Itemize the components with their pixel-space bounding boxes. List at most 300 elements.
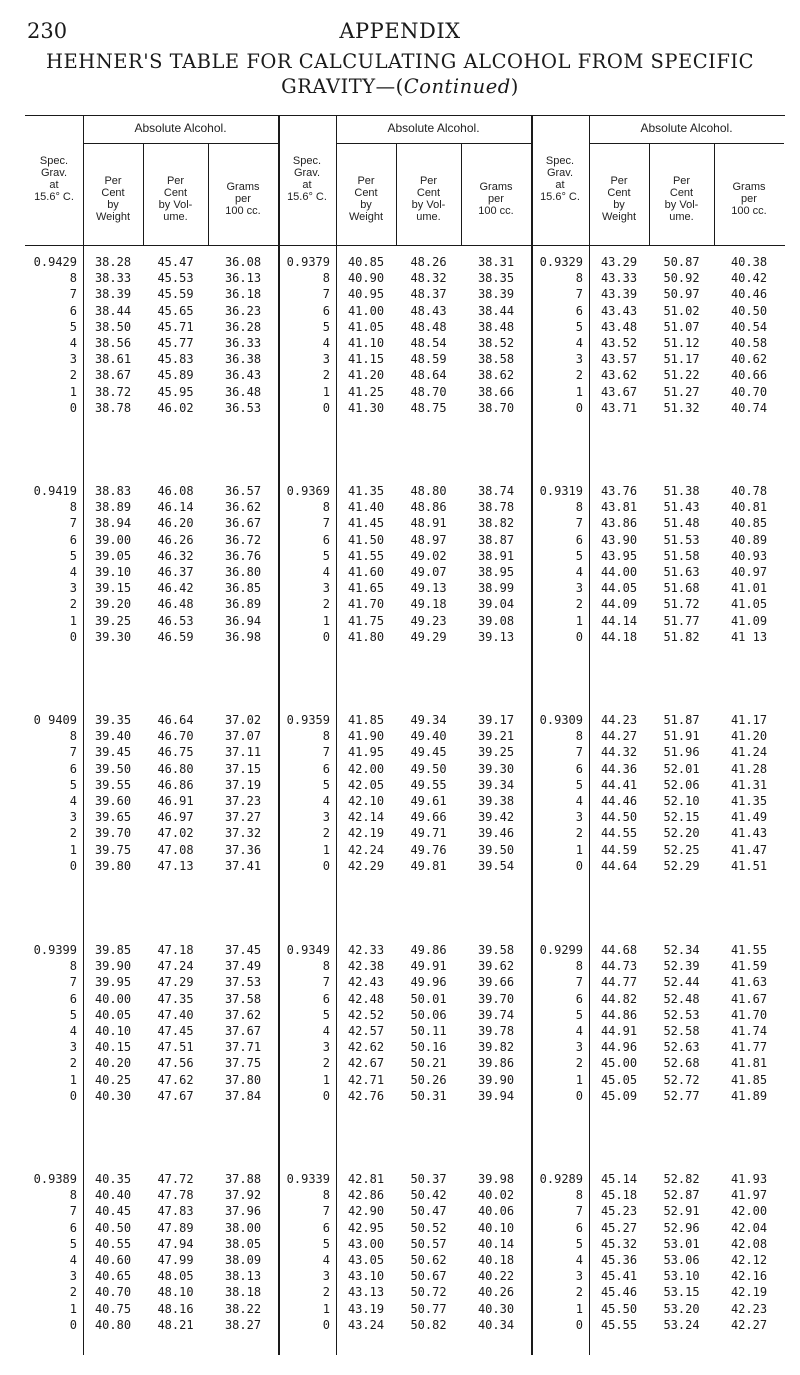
volume-pct-cell: 51.02 [663, 303, 700, 318]
grams-cell: 37.53 [224, 975, 262, 990]
weight-pct-cell: 44.82 [600, 991, 638, 1006]
weight-pct-cell: 45.36 [600, 1253, 638, 1267]
grams-cell: 36.62 [224, 500, 262, 515]
weight-header: by [613, 199, 625, 211]
grams-cell: 37.88 [224, 1172, 262, 1186]
group-rule [589, 143, 784, 144]
volume-pct-cell: 52.63 [663, 1040, 700, 1055]
spec-grav-cell: 4 [69, 1024, 77, 1038]
volume-pct-cell: 45.77 [157, 336, 194, 350]
spec-grav-cell: 6 [69, 1220, 77, 1235]
volume-pct-cell: 49.55 [410, 777, 447, 792]
weight-pct-cell: 41.65 [347, 581, 385, 596]
volume-pct-cell: 48.64 [410, 368, 447, 383]
grams-cell: 39.38 [477, 794, 515, 808]
volume-pct-cell: 46.14 [157, 500, 194, 515]
grams-cell: 42.08 [730, 1236, 768, 1251]
volume-pct-cell: 49.50 [410, 761, 447, 776]
grams-cell: 36.76 [224, 548, 262, 563]
volume-pct-cell: 50.16 [410, 1040, 447, 1055]
volume-pct-cell: 49.91 [410, 959, 447, 974]
grams-cell: 37.58 [224, 991, 262, 1006]
grams-cell: 40.22 [477, 1269, 515, 1284]
volume-pct-cell: 50.21 [410, 1056, 447, 1071]
volume-pct-cell: 53.06 [663, 1253, 700, 1267]
weight-pct-cell: 44.91 [600, 1024, 638, 1038]
grams-cell: 42.12 [730, 1253, 768, 1267]
grams-header: 100 cc. [731, 205, 767, 217]
weight-pct-cell: 42.67 [347, 1056, 385, 1071]
volume-header: ume. [416, 211, 441, 223]
spec-grav-cell: 7 [575, 287, 583, 302]
grams-cell: 40.54 [730, 319, 768, 334]
weight-pct-cell: 43.86 [600, 516, 638, 531]
volume-pct-cell: 49.02 [410, 548, 447, 563]
volume-header: Cent [669, 187, 694, 199]
spec-grav-cell: 8 [69, 500, 77, 515]
grams-cell: 39.94 [477, 1088, 515, 1103]
spec-grav-cell: 8 [575, 959, 583, 974]
volume-pct-cell: 51.17 [663, 352, 700, 367]
spec-grav-cell: 2 [575, 1285, 583, 1300]
weight-pct-cell: 39.00 [94, 532, 132, 547]
weight-pct-cell: 41.05 [347, 319, 385, 334]
spec-grav-cell: 2 [69, 1285, 77, 1300]
weight-pct-cell: 44.41 [600, 777, 638, 792]
alcohol-table [25, 115, 785, 1355]
spec-grav-cell: 7 [575, 1204, 583, 1219]
weight-pct-cell: 43.10 [347, 1269, 385, 1284]
spec-grav-cell: 6 [322, 991, 330, 1006]
volume-pct-cell: 53.10 [663, 1269, 700, 1284]
grams-cell: 39.04 [477, 597, 515, 612]
grams-cell: 41.59 [730, 959, 768, 974]
grams-cell: 42.27 [730, 1317, 768, 1332]
weight-pct-cell: 39.15 [94, 581, 132, 596]
spec-grav-cell: 8 [69, 271, 77, 286]
spec-grav-cell: 8 [69, 1188, 77, 1203]
spec-grav-cell: 7 [69, 745, 77, 760]
weight-pct-cell: 38.94 [94, 516, 132, 531]
grams-cell: 38.52 [477, 336, 515, 350]
grams-cell: 39.08 [477, 613, 515, 628]
volume-pct-cell: 46.86 [157, 777, 194, 792]
weight-pct-cell: 39.45 [94, 745, 132, 760]
weight-pct-cell: 42.19 [347, 826, 385, 841]
spec-grav-cell: 4 [322, 1253, 330, 1267]
weight-pct-cell: 42.10 [347, 794, 385, 808]
page-number: 230 [27, 19, 68, 43]
grams-cell: 38.74 [477, 484, 515, 498]
volume-pct-cell: 46.26 [157, 532, 194, 547]
running-head: APPENDIX [339, 19, 461, 43]
grams-header: Grams [732, 181, 766, 193]
volume-pct-cell: 46.75 [157, 745, 194, 760]
weight-pct-cell: 42.38 [347, 959, 385, 974]
volume-pct-cell: 48.75 [410, 400, 447, 415]
weight-pct-cell: 40.45 [94, 1204, 132, 1219]
volume-pct-cell: 51.91 [663, 729, 700, 744]
grams-cell: 39.54 [477, 858, 515, 873]
volume-pct-cell: 51.53 [663, 532, 700, 547]
grams-cell: 41.67 [730, 991, 768, 1006]
grams-cell: 37.96 [224, 1204, 262, 1219]
grams-cell: 37.11 [224, 745, 262, 760]
spec-grav-cell: 4 [322, 794, 330, 808]
weight-pct-cell: 44.73 [600, 959, 638, 974]
spec-grav-cell: 4 [69, 336, 77, 350]
grams-cell: 36.57 [224, 484, 262, 498]
spec-grav-cell: 1 [575, 1301, 583, 1316]
spec-grav-cell: 3 [322, 1040, 330, 1055]
header-bottom-rule [25, 245, 785, 246]
grams-cell: 40.93 [730, 548, 768, 563]
volume-pct-cell: 47.13 [157, 858, 194, 873]
volume-pct-cell: 45.83 [157, 352, 194, 367]
spec-grav-cell: 1 [322, 613, 330, 628]
volume-pct-cell: 47.78 [157, 1188, 194, 1203]
volume-pct-cell: 50.42 [410, 1188, 447, 1203]
volume-pct-cell: 47.40 [157, 1007, 194, 1022]
group-header: Absolute Alcohol. [387, 121, 480, 135]
grams-cell: 41.89 [730, 1088, 768, 1103]
volume-pct-cell: 51.82 [663, 629, 700, 644]
weight-pct-cell: 38.50 [94, 319, 132, 334]
volume-pct-cell: 50.31 [410, 1088, 447, 1103]
group-rule [83, 143, 278, 144]
volume-pct-cell: 46.37 [157, 565, 194, 579]
volume-pct-cell: 51.72 [663, 597, 700, 612]
spec-grav-cell: 1 [69, 1072, 77, 1087]
volume-pct-cell: 48.70 [410, 384, 447, 399]
spec-grav-cell: 4 [575, 565, 583, 579]
weight-pct-cell: 41.15 [347, 352, 385, 367]
grams-cell: 38.66 [477, 384, 515, 399]
grams-cell: 36.48 [224, 384, 262, 399]
spec-grav-cell: 3 [322, 810, 330, 825]
grams-cell: 36.13 [224, 271, 262, 286]
weight-pct-cell: 42.24 [347, 842, 385, 857]
volume-pct-cell: 50.77 [410, 1301, 447, 1316]
weight-pct-cell: 38.44 [94, 303, 132, 318]
weight-pct-cell: 45.00 [600, 1056, 638, 1071]
grams-cell: 39.30 [477, 761, 515, 776]
volume-header: by Vol- [158, 199, 193, 211]
weight-pct-cell: 44.96 [600, 1040, 638, 1055]
weight-pct-cell: 38.78 [94, 400, 132, 415]
grams-cell: 41.77 [730, 1040, 768, 1055]
volume-pct-cell: 49.40 [410, 729, 447, 744]
volume-pct-cell: 52.01 [663, 761, 700, 776]
spec-grav-cell: 4 [322, 1024, 330, 1038]
spec-grav-cell: 4 [575, 794, 583, 808]
spec-grav-header: Grav. [546, 167, 574, 179]
grams-cell: 38.27 [224, 1317, 262, 1332]
grams-cell: 41.47 [730, 842, 768, 857]
grams-cell: 39.17 [477, 713, 515, 727]
spec-grav-cell: 7 [322, 516, 330, 531]
volume-pct-cell: 50.87 [663, 255, 700, 269]
weight-pct-cell: 38.83 [94, 484, 132, 498]
weight-pct-cell: 44.59 [600, 842, 638, 857]
spec-grav-cell: 6 [575, 532, 583, 547]
grams-cell: 40.50 [730, 303, 768, 318]
volume-pct-cell: 49.18 [410, 597, 447, 612]
grams-cell: 40.14 [477, 1236, 515, 1251]
volume-pct-cell: 49.23 [410, 613, 447, 628]
grams-cell: 40.70 [730, 384, 768, 399]
weight-pct-cell: 40.90 [347, 271, 385, 286]
spec-grav-cell: 2 [69, 597, 77, 612]
spec-grav-cell: 5 [69, 1236, 77, 1251]
grams-cell: 40.74 [730, 400, 768, 415]
weight-pct-cell: 42.14 [347, 810, 385, 825]
grams-cell: 38.05 [224, 1236, 262, 1251]
volume-pct-cell: 53.01 [663, 1236, 700, 1251]
spec-grav-cell: 4 [575, 1253, 583, 1267]
volume-pct-cell: 46.02 [157, 400, 194, 415]
weight-pct-cell: 42.29 [347, 858, 385, 873]
grams-cell: 41.93 [730, 1172, 768, 1186]
weight-pct-cell: 38.28 [94, 255, 132, 269]
volume-pct-cell: 47.94 [157, 1236, 194, 1251]
grams-cell: 38.70 [477, 400, 515, 415]
grams-cell: 40.26 [477, 1285, 515, 1300]
weight-pct-cell: 43.05 [347, 1253, 385, 1267]
grams-cell: 37.07 [224, 729, 262, 744]
volume-pct-cell: 50.47 [410, 1204, 447, 1219]
volume-pct-cell: 52.53 [663, 1007, 700, 1022]
weight-pct-cell: 42.90 [347, 1204, 385, 1219]
grams-cell: 36.85 [224, 581, 262, 596]
weight-header: Weight [601, 211, 637, 223]
spec-grav-cell: 0 [322, 1317, 330, 1332]
weight-pct-cell: 42.62 [347, 1040, 385, 1055]
weight-pct-cell: 44.46 [600, 794, 638, 808]
spec-grav-cell: 6 [575, 303, 583, 318]
grams-header: 100 cc. [225, 205, 261, 217]
spec-grav-cell: 6 [575, 1220, 583, 1235]
volume-pct-cell: 47.35 [157, 991, 194, 1006]
spec-grav-cell: 0 [575, 1088, 583, 1103]
volume-pct-cell: 52.72 [663, 1072, 700, 1087]
spec-grav-header: Spec. [545, 155, 575, 167]
spec-grav-cell: 5 [575, 1236, 583, 1251]
weight-pct-cell: 41.85 [347, 713, 385, 727]
weight-header: Cent [101, 187, 125, 199]
table-title-continued [0, 74, 800, 99]
grams-cell: 40.66 [730, 368, 768, 383]
weight-pct-cell: 39.30 [94, 629, 132, 644]
weight-pct-cell: 39.10 [94, 565, 132, 579]
spec-grav-cell: 8 [69, 729, 77, 744]
weight-pct-cell: 40.25 [94, 1072, 132, 1087]
spec-grav-cell: 0.9369 [286, 484, 330, 498]
spec-grav-cell: 0.9419 [33, 484, 77, 498]
grams-cell: 41.85 [730, 1072, 768, 1087]
grams-cell: 38.09 [224, 1253, 262, 1267]
weight-header: Cent [354, 187, 378, 199]
grams-cell: 37.41 [224, 858, 262, 873]
weight-pct-cell: 40.60 [94, 1253, 132, 1267]
spec-grav-cell: 3 [69, 1269, 77, 1284]
volume-pct-cell: 49.76 [410, 842, 447, 857]
volume-pct-cell: 47.56 [157, 1056, 194, 1071]
weight-pct-cell: 43.57 [600, 352, 638, 367]
volume-pct-cell: 46.97 [157, 810, 194, 825]
volume-pct-cell: 52.06 [663, 777, 700, 792]
volume-pct-cell: 52.10 [663, 794, 700, 808]
spec-grav-cell: 7 [69, 516, 77, 531]
weight-pct-cell: 40.80 [94, 1317, 132, 1332]
grams-cell: 38.39 [477, 287, 515, 302]
grams-cell: 39.25 [477, 745, 515, 760]
volume-pct-cell: 50.92 [663, 271, 700, 286]
weight-pct-cell: 40.55 [94, 1236, 132, 1251]
volume-pct-cell: 49.96 [410, 975, 447, 990]
weight-pct-cell: 41.10 [347, 336, 385, 350]
spec-grav-cell: 0.9389 [33, 1172, 77, 1186]
volume-pct-cell: 46.59 [157, 629, 194, 644]
spec-grav-header: 15.6° C. [287, 191, 327, 203]
grams-cell: 41 13 [730, 629, 768, 644]
volume-pct-cell: 48.91 [410, 516, 447, 531]
spec-grav-cell: 2 [322, 597, 330, 612]
volume-pct-cell: 49.66 [410, 810, 447, 825]
grams-cell: 41.63 [730, 975, 768, 990]
grams-cell: 41.31 [730, 777, 768, 792]
weight-pct-cell: 40.65 [94, 1269, 132, 1284]
group-header: Absolute Alcohol. [134, 121, 227, 135]
grams-cell: 40.10 [477, 1220, 515, 1235]
spec-grav-cell: 5 [322, 548, 330, 563]
weight-pct-cell: 41.30 [347, 400, 385, 415]
weight-pct-cell: 45.23 [600, 1204, 638, 1219]
volume-header: by Vol- [664, 199, 699, 211]
grams-cell: 39.90 [477, 1072, 515, 1087]
weight-pct-cell: 41.55 [347, 548, 385, 563]
grams-cell: 36.98 [224, 629, 262, 644]
spec-grav-cell: 8 [322, 959, 330, 974]
spec-grav-cell: 0.9359 [286, 713, 330, 727]
group-header: Absolute Alcohol. [640, 121, 733, 135]
volume-pct-cell: 47.83 [157, 1204, 194, 1219]
volume-pct-cell: 48.26 [410, 255, 447, 269]
weight-pct-cell: 45.27 [600, 1220, 638, 1235]
grams-cell: 38.00 [224, 1220, 262, 1235]
spec-grav-cell: 6 [69, 991, 77, 1006]
spec-grav-cell: 0.9299 [539, 943, 583, 957]
spec-grav-cell: 5 [575, 319, 583, 334]
spec-grav-cell: 5 [575, 777, 583, 792]
spec-grav-header: at [49, 179, 59, 191]
volume-pct-cell: 51.22 [663, 368, 700, 383]
grams-header: 100 cc. [478, 205, 514, 217]
weight-pct-cell: 38.61 [94, 352, 132, 367]
grams-cell: 37.45 [224, 943, 262, 957]
volume-pct-cell: 52.20 [663, 826, 700, 841]
weight-pct-cell: 41.95 [347, 745, 385, 760]
grams-cell: 40.81 [730, 500, 768, 515]
weight-pct-cell: 39.60 [94, 794, 132, 808]
volume-pct-cell: 46.64 [157, 713, 194, 727]
spec-grav-cell: 3 [69, 1040, 77, 1055]
volume-pct-cell: 50.01 [410, 991, 447, 1006]
spec-grav-cell: 7 [69, 1204, 77, 1219]
spec-grav-cell: 0 [575, 858, 583, 873]
weight-pct-cell: 45.41 [600, 1269, 638, 1284]
grams-cell: 39.74 [477, 1007, 515, 1022]
grams-cell: 39.78 [477, 1024, 515, 1038]
weight-pct-cell: 43.71 [600, 400, 638, 415]
grams-cell: 40.18 [477, 1253, 515, 1267]
spec-grav-header: Spec. [292, 155, 322, 167]
weight-pct-cell: 44.86 [600, 1007, 638, 1022]
weight-header: Weight [348, 211, 384, 223]
spec-grav-cell: 5 [575, 548, 583, 563]
spec-grav-cell: 8 [322, 271, 330, 286]
weight-pct-cell: 44.36 [600, 761, 638, 776]
grams-cell: 36.08 [224, 255, 262, 269]
weight-pct-cell: 41.90 [347, 729, 385, 744]
volume-pct-cell: 52.39 [663, 959, 700, 974]
spec-grav-header: Spec. [39, 155, 69, 167]
grams-cell: 37.75 [224, 1056, 262, 1071]
grams-cell: 39.50 [477, 842, 515, 857]
weight-pct-cell: 38.89 [94, 500, 132, 515]
spec-grav-cell: 0.9309 [539, 713, 583, 727]
volume-pct-cell: 52.44 [663, 975, 700, 990]
weight-pct-cell: 43.29 [600, 255, 638, 269]
grams-cell: 39.46 [477, 826, 515, 841]
spec-grav-cell: 3 [322, 1269, 330, 1284]
weight-pct-cell: 42.33 [347, 943, 385, 957]
table-title: HEHNER'S TABLE FOR CALCULATING ALCOHOL FROM SPECIFIC [45, 50, 755, 73]
volume-pct-cell: 51.96 [663, 745, 700, 760]
spec-grav-cell: 5 [322, 1007, 330, 1022]
grams-cell: 36.67 [224, 516, 262, 531]
grams-cell: 38.99 [477, 581, 515, 596]
weight-pct-cell: 40.95 [347, 287, 385, 302]
spec-grav-cell: 2 [322, 1285, 330, 1300]
spec-grav-cell: 1 [575, 1072, 583, 1087]
volume-pct-cell: 48.86 [410, 500, 447, 515]
volume-pct-cell: 47.72 [157, 1172, 194, 1186]
volume-pct-cell: 50.97 [663, 287, 700, 302]
spec-grav-cell: 8 [69, 959, 77, 974]
volume-header: Per [419, 175, 438, 187]
weight-pct-cell: 42.76 [347, 1088, 385, 1103]
volume-pct-cell: 52.58 [663, 1024, 700, 1038]
spec-grav-cell: 5 [575, 1007, 583, 1022]
grams-cell: 40.89 [730, 532, 768, 547]
grams-cell: 38.44 [477, 303, 515, 318]
grams-cell: 38.58 [477, 352, 515, 367]
spec-grav-cell: 0 [322, 1088, 330, 1103]
weight-header: by [107, 199, 119, 211]
volume-pct-cell: 51.68 [663, 581, 700, 596]
volume-pct-cell: 48.97 [410, 532, 447, 547]
grams-cell: 37.27 [224, 810, 262, 825]
spec-grav-cell: 8 [575, 1188, 583, 1203]
weight-pct-cell: 43.13 [347, 1285, 385, 1300]
volume-pct-cell: 50.11 [410, 1024, 447, 1038]
weight-pct-cell: 39.65 [94, 810, 132, 825]
spec-grav-cell: 2 [69, 1056, 77, 1071]
weight-pct-cell: 42.48 [347, 991, 385, 1006]
grams-cell: 37.67 [224, 1024, 262, 1038]
weight-header: Per [104, 175, 122, 187]
